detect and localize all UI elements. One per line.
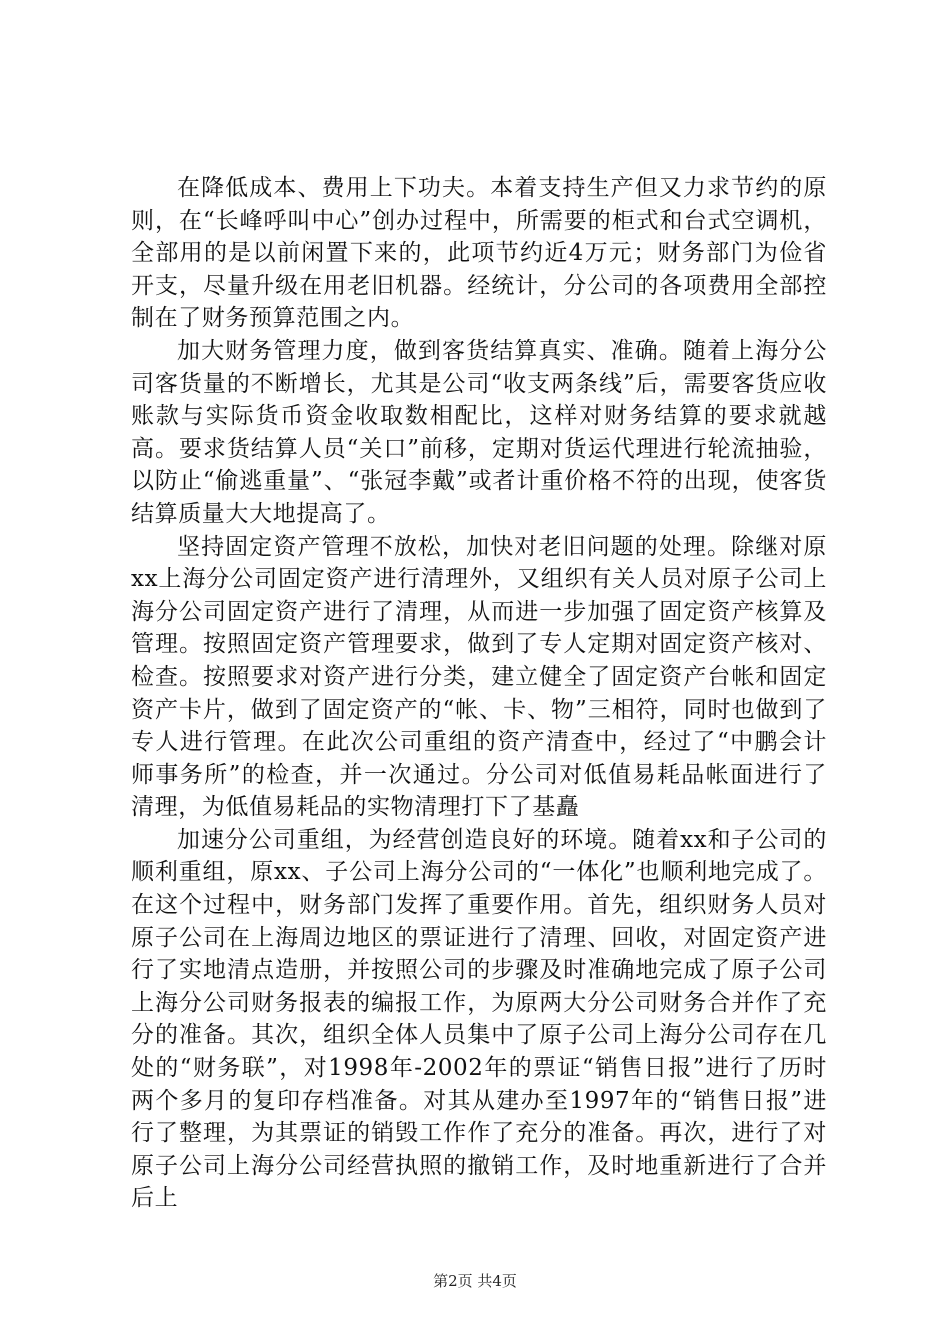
paragraph-financial-management: 加大财务管理力度，做到客货结算真实、准确。随着上海分公司客货量的不断增长，尤其是公司“收支两条线”后，需要客货应收账款与实际货币资金收取数相配比，这样对财务结算的要求就越高。要求货结算人员“关口”前移，定期对货运代理进行轮流抽验，以防止“偷逃重量”、“张冠李戴”或者计重价格不符的出现，使客货结算质量大大地提高了。 [131, 337, 827, 527]
paragraph-cost-reduction: 在降低成本、费用上下功夫。本着支持生产但又力求节约的原则，在“长峰呼叫中心”创办过程中，所需要的柜式和台式空调机，全部用的是以前闲置下来的，此项节约近4万元；财务部门为俭省开支，尽量升级在用老旧机器。经统计，分公司的各项费用全部控制在了财务预算范围之内。 [131, 175, 827, 332]
paragraph-fixed-assets: 坚持固定资产管理不放松，加快对老旧问题的处理。除继对原xx上海分公司固定资产进行清理外，又组织有关人员对原子公司上海分公司固定资产进行了清理，从而进一步加强了固定资产核算及管理。按照固定资产管理要求，做到了专人定期对固定资产核对、检查。按照要求对资产进行分类，建立健全了固定资产台帐和固定资产卡片，做到了固定资产的“帐、卡、物”三相符，同时也做到了专人进行管理。在此次公司重组的资产清查中，经过了“中鹏会计师事务所”的检查，并一次通过。分公司对低值易耗品帐面进行了清理，为低值易耗品的实物清理打下了基矗 [131, 533, 827, 821]
document-body [131, 172, 827, 1215]
page-number-footer: 第2页 共4页 [433, 1272, 517, 1290]
paragraph-restructuring: 加速分公司重组，为经营创造良好的环境。随着xx和子公司的顺利重组，原xx、子公司上海分公司的“一体化”也顺利地完成了。在这个过程中，财务部门发挥了重要作用。首先，组织财务人员对原子公司在上海周边地区的票证进行了清理、回收，对固定资产进行了实地清点造册，并按照公司的步骤及时准确地完成了原子公司上海分公司财务报表的编报工作，为原两大分公司财务合并作了充分的准备。其次，组织全体人员集中了原子公司上海分公司存在几处的“财务联”，对1998年-2002年的票证“销售日报”进行了历时两个多月的复印存档准备。对其从建办至1997年的“销售日报”进行了整理，为其票证的销毁工作作了充分的准备。再次，进行了对原子公司上海分公司经营执照的撤销工作，及时地重新进行了合并后上 [131, 826, 827, 1212]
